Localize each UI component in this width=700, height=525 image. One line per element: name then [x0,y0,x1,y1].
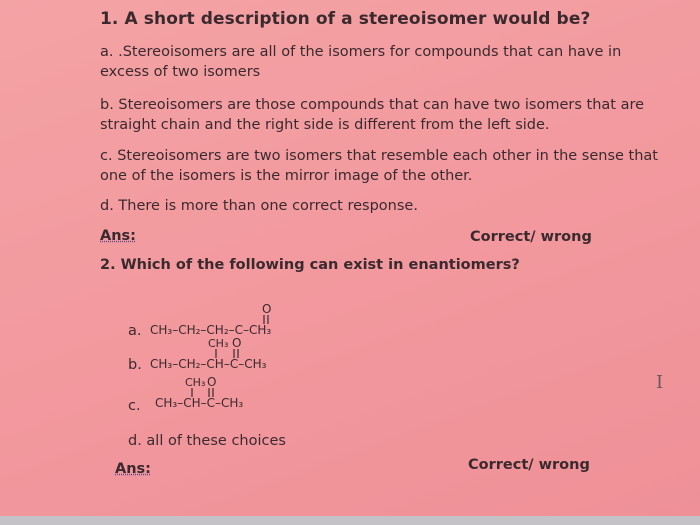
q2-option-a-svg [150,300,320,340]
q1-result-text: Correct/ wrong [470,229,592,245]
q1-answer-label: Ans: [100,228,136,244]
question-2-title: 2. Which of the following can exist in enantiomers? [100,257,520,273]
question-1-title: 1. A short description of a stereoisomer would be? [100,9,591,29]
q1-option-a-line1: a. .Stereoisomers are all of the isomers for compounds that can have in [100,44,622,60]
q2-option-a-label: a. [128,323,142,339]
q1-option-c-line1: c. Stereoisomers are two isomers that resemble each other in the sense that [100,148,658,164]
q2-option-d: d. all of these choices [128,433,286,449]
q1-option-b-line1: b. Stereoisomers are those compounds that can have two isomers that are [100,97,645,113]
q1-option-a-line2: excess of two isomers [100,64,261,80]
q2-option-c-structure [155,372,295,416]
q2-option-b-label: b. [128,357,142,373]
q2-answer-label: Ans: [115,461,151,477]
q1-option-d: d. There is more than one correct response. [100,198,418,214]
q2-b-methyl: CH₃ [208,337,229,350]
q1-option-b-line2: straight chain and the right side is different from the left side. [100,117,550,133]
text-cursor-icon: I [656,372,664,393]
q2-result-text: Correct/ wrong [468,457,590,473]
q2-b-formula: CH₃–CH₂–CH–C–CH₃ [150,357,267,371]
bottom-edge-bar [0,516,700,525]
q2-c-methyl: CH₃ [185,376,206,389]
q2-c-formula: CH₃–CH–C–CH₃ [155,396,244,410]
q2-option-c-svg [155,372,295,412]
q2-option-c-label: c. [128,398,141,414]
q1-option-c-line2: one of the isomers is the mirror image of the other. [100,168,473,184]
q2-a-formula: CH₃–CH₂–CH₂–C–CH₃ [150,323,272,337]
q2-b-oxygen: O [232,336,242,350]
q2-c-oxygen: O [207,375,217,389]
q2-option-b-svg [150,335,320,375]
q2-a-oxygen: O [262,302,272,316]
